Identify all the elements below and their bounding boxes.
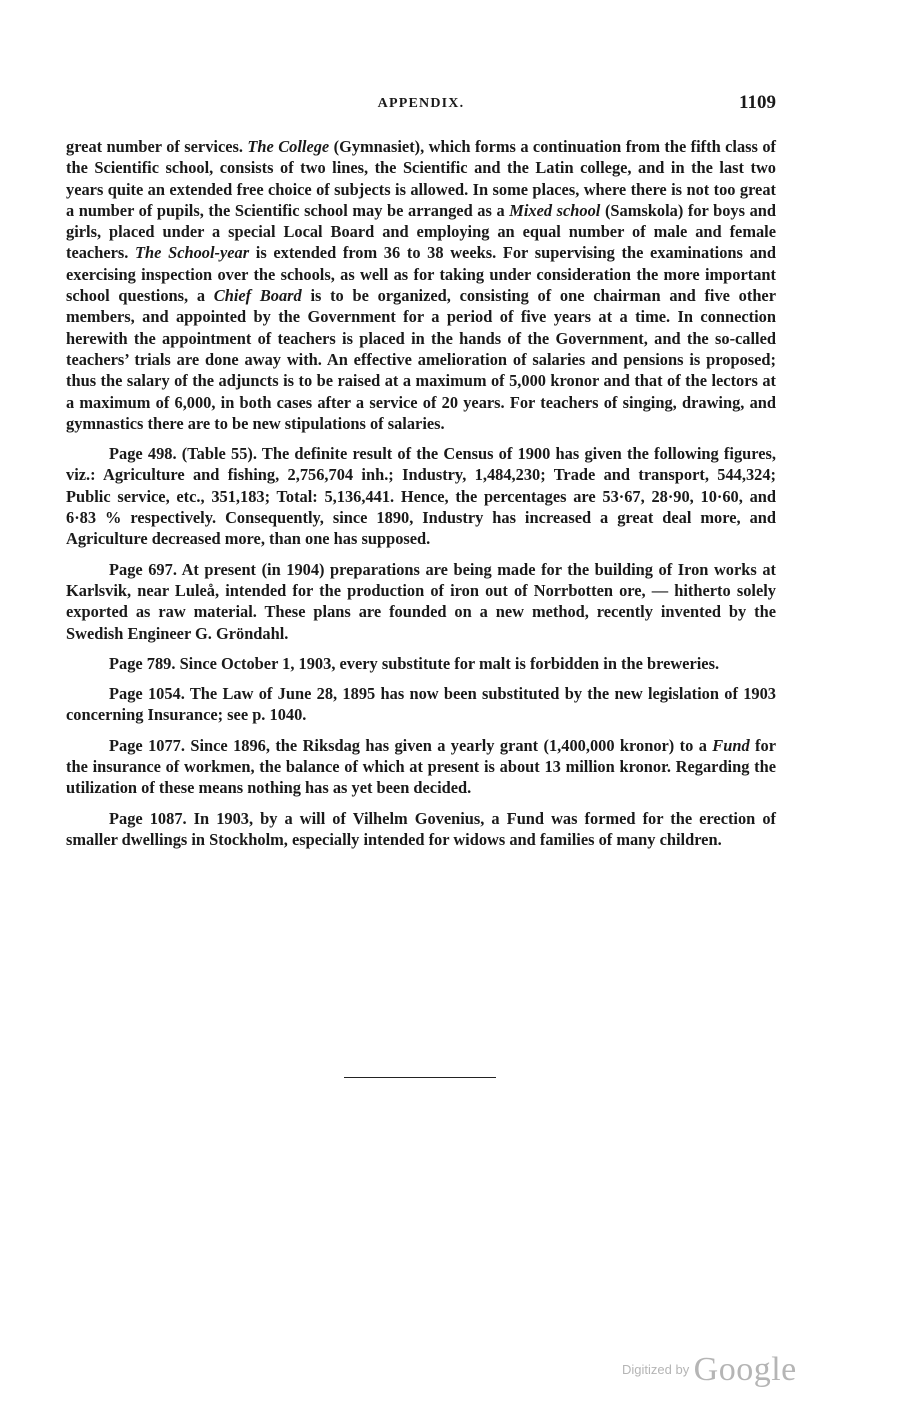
entry-page-1087: Page 1087. In 1903, by a will of Vilhelm Govenius, a Fund was formed for the erection of smaller dwellings in Stockholm, especially intended for widows and families of many children. xyxy=(66,808,776,849)
entry-page-1054: Page 1054. The Law of June 28, 1895 has now been substituted by the new legislation of 1903 concerning Insurance; see p. 1040. xyxy=(66,684,777,725)
page xyxy=(66,92,776,850)
body-text xyxy=(66,136,776,850)
entry-page-1077: Page 1077. Since 1896, the Riksdag has given a yearly grant (1,400,000 kronor) to a Fund for the insurance of workmen, the balance of which at present is about 13 million kronor. Regarding the utilization of these means nothing has as yet been decided. xyxy=(66,735,776,798)
emphasis-school-year: The School-year xyxy=(135,243,250,263)
emphasis-mixed-school: Mixed school xyxy=(509,200,601,220)
entry-lead: Page 1054. xyxy=(109,684,185,704)
entry-lead: Page 697. xyxy=(109,559,177,579)
page-number: 1109 xyxy=(739,92,776,113)
emphasis-chief-board: Chief Board xyxy=(213,286,302,306)
entry-page-697: Page 697. At present (in 1904) preparations are being made for the building of Iron works at Karlsvik, near Luleå, intended for the production of iron out of Norrbotten ore, — hitherto solely exported as raw material. These plans are founded on a new method, recently invented by the Swedish Engineer G. Gröndahl. xyxy=(66,559,776,643)
header-title: APPENDIX. xyxy=(377,96,465,111)
entry-lead: Page 789. xyxy=(109,653,176,673)
entry-page-498: Page 498. (Table 55). The definite result of the Census of 1900 has given the following figures, viz.: Agriculture and fishing, 2,756,704 inh.; Industry, 1,484,230; Trade and transport, 544,324; Public service, etc., 351,183; Total: 5,136,441. Hence, the percentages are 53·67, 28·90, 10·60, and 6·83 % respectively. Consequently, since 1890, Industry has increased a great deal more, and Agriculture decreased more, than one has supposed. xyxy=(66,444,776,549)
digitized-watermark xyxy=(622,1351,797,1389)
entry-lead: Page 1087. xyxy=(109,808,187,828)
watermark-prefix: Digitized by xyxy=(622,1362,690,1377)
emphasis-college: The College xyxy=(247,137,330,156)
google-logo: Google xyxy=(693,1351,797,1388)
emphasis-fund: Fund xyxy=(712,735,750,755)
running-header xyxy=(66,92,776,122)
entry-lead: Page 1077. xyxy=(109,735,185,755)
entry-lead: Page 498. xyxy=(109,444,177,464)
entry-page-789: Page 789. Since October 1, 1903, every substitute for malt is forbidden in the breweries. xyxy=(109,653,720,673)
end-rule xyxy=(344,1077,496,1078)
intro-paragraph: great number of services. The College (Gymnasiet), which forms a continuation from the fifth class of the Scientific school, consists of two lines, the Scientific and the Latin college, and in the last two years quite an extended free choice of subjects is allowed. In some places, where there is not too great a number of pupils, the Scientific school may be arranged as a Mixed school (Samskola) for boys and girls, placed under a special Local Board and employing an equal number of male and female teachers. The School-year is extended from 36 to 38 weeks. For supervising the examinations and exercising inspection over the schools, as well as for taking under consideration the more important school questions, a Chief Board is to be organized, consisting of one chairman and five other members, and appointed by the Government for a period of five years at a time. In connection herewith the appointment of teachers is placed in the hands of the Government, and the so-called teachers’ trials are done away with. An effective amelioration of salaries and pensions is proposed; thus the salary of the adjuncts is to be raised at a maximum of 5,000 kronor and that of the lectors at a maximum of 6,000, in both cases after a service of 20 years. For teachers of singing, drawing, and gymnastics there are to be new stipulations of salaries. xyxy=(66,137,777,433)
